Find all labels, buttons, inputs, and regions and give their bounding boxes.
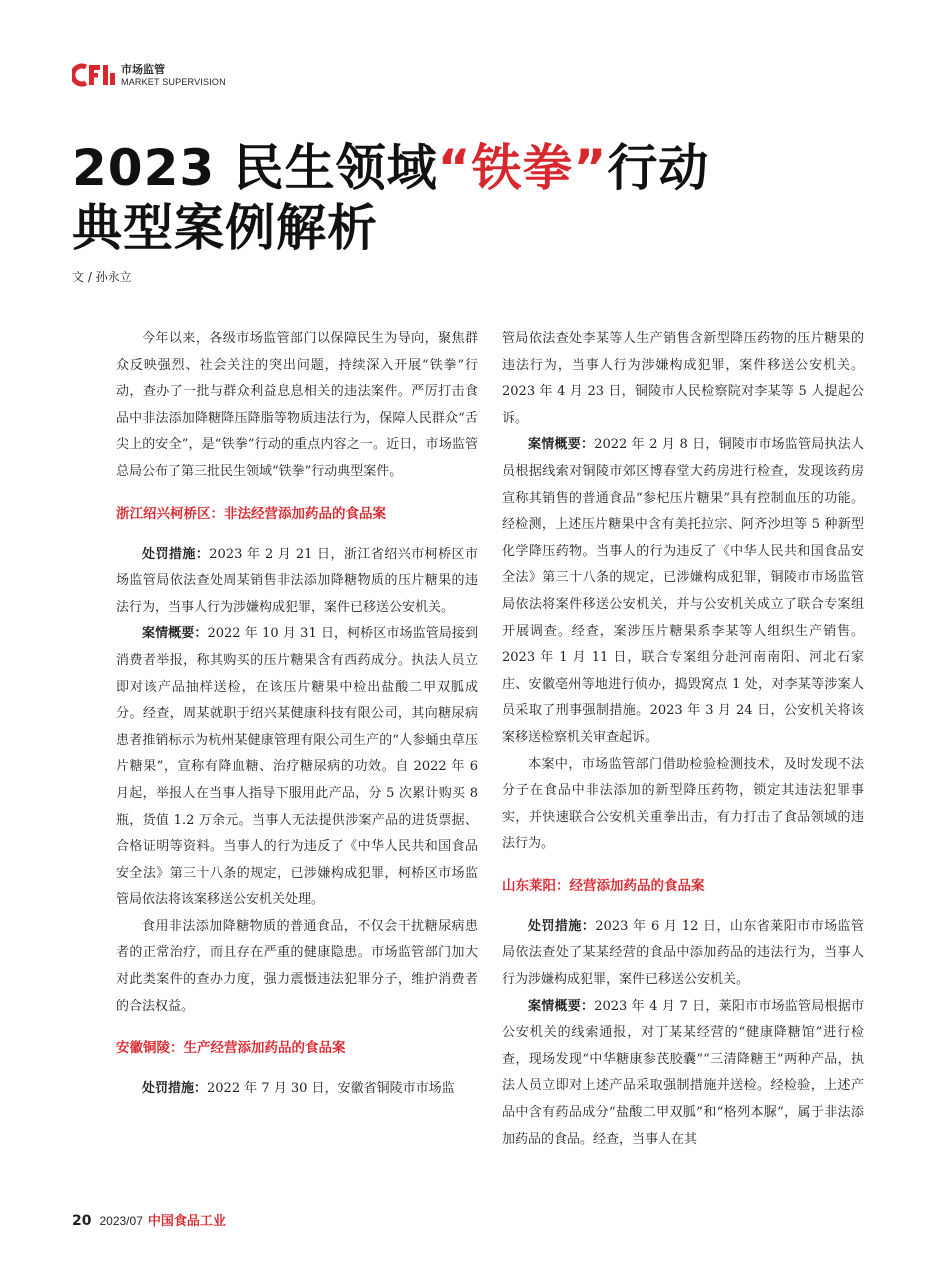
- issue-date: 2023/07: [99, 1214, 143, 1228]
- case2-measure-label: 处罚措施：: [142, 1081, 208, 1097]
- title-line1-highlight: “铁拳”: [437, 139, 608, 197]
- case3-measure-paragraph: [502, 914, 864, 994]
- case1-measure-paragraph: [116, 542, 478, 622]
- case2-measure-paragraph-start: [116, 1076, 478, 1103]
- case3-heading: 山东莱阳：经营添加药品的食品案: [502, 877, 705, 894]
- title-line1-post: 行动: [607, 139, 710, 197]
- case1-comment-paragraph: 食用非法添加降糖物质的普通食品，不仅会干扰糖尿病患者的正常治疗，而且存在严重的健康隐患。市场监管部门加大对此类案件的查办力度，强力震慑违法犯罪分子，维护消费者的合法权益。: [116, 918, 478, 1014]
- case2-heading: 安徽铜陵：生产经营添加药品的食品案: [116, 1040, 346, 1057]
- case1-measure-label: 处罚措施：: [142, 546, 210, 562]
- author-byline: 文 / 孙永立: [72, 270, 132, 284]
- case1-summary-label: 案情概要：: [142, 626, 208, 642]
- masthead-logo: [72, 60, 226, 90]
- magazine-name: 中国食品工业: [147, 1214, 226, 1229]
- case2-comment-paragraph: 本案中，市场监管部门借助检验检测技术，及时发现不法分子在食品中非法添加的新型降压药物，锁定其违法犯罪事实，并快速联合公安机关重拳出击，有力打击了食品领域的违法行为。: [502, 756, 864, 852]
- case2-measure-text-start: 2022 年 7 月 30 日，安徽省铜陵市市场监: [207, 1081, 455, 1097]
- case2-summary-label: 案情概要：: [528, 437, 595, 453]
- case3-measure-text: 2023 年 6 月 12 日，山东省莱阳市市场监管局依法查处了某某经营的食品中添加药品的违法行为，当事人行为涉嫌构成犯罪，案件已移送公安机关。: [502, 918, 864, 988]
- case1-heading: 浙江绍兴柯桥区：非法经营添加药品的食品案: [116, 505, 386, 522]
- case3-summary-paragraph: [502, 994, 864, 1154]
- right-column: [502, 326, 864, 1153]
- page-footer: [72, 1210, 226, 1229]
- title-line2: 典型案例解析: [72, 199, 378, 257]
- cfi-logo-icon: [72, 63, 118, 87]
- left-column: [116, 326, 478, 1103]
- case3-summary-label: 案情概要：: [528, 998, 595, 1014]
- case2-measure-paragraph-cont: 管局依法查处李某等人生产销售含新型降压药物的压片糖果的违法行为，当事人行为涉嫌构成犯罪，案件移送公安机关。2023 年 4 月 23 日，铜陵市人民检察院对李某等 5 人提起公诉。: [502, 331, 864, 426]
- intro-paragraph: 今年以来，各级市场监管部门以保障民生为导向，聚焦群众反映强烈、社会关注的突出问题，持续深入开展“铁拳”行动，查办了一批与群众利益息息相关的违法案件。严厉打击食品中非法添加降糖降压降脂等物质违法行为，保障人民群众“舌尖上的安全”，是“铁拳”行动的重点内容之一。近日，市场监管总局公布了第三批民生领域“铁拳”行动典型案件。: [116, 331, 478, 479]
- title-line1-pre: 2023 民生领域: [72, 139, 438, 197]
- page-number: 20: [72, 1213, 92, 1229]
- case3-summary-text: 2023 年 4 月 7 日，莱阳市市场监管局根据市公安机关的线索通报，对丁某某经营的“健康降糖馆”进行检查，现场发现“中华糖康参芪胶囊”“三清降糖王”两种产品，执法人员立即对上述产品采取强制措施并送检。经检验，上述产品中含有药品成分“盐酸二甲双胍”和“格列本脲”，属于非法添加药品的食品。经查，当事人在其: [502, 998, 864, 1147]
- section-name-en: MARKET SUPERVISION: [121, 76, 226, 87]
- section-name: 市场监管: [121, 62, 165, 76]
- case3-measure-label: 处罚措施：: [528, 918, 596, 934]
- case2-summary-paragraph: [502, 432, 864, 751]
- case1-measure-text: 2023 年 2 月 21 日，浙江省绍兴市柯桥区市场监管局依法查处周某销售非法添加降糖物质的压片糖果的违法行为，当事人行为涉嫌构成犯罪，案件已移送公安机关。: [116, 546, 478, 615]
- article-title: [72, 138, 709, 258]
- case1-summary-paragraph: [116, 621, 478, 914]
- case1-summary-text: 2022 年 10 月 31 日，柯桥区市场监管局接到消费者举报，称其购买的压片糖果含有西药成分。执法人员立即对该产品抽样送检，在该压片糖果中检出盐酸二甲双胍成分。经查，周某就职于绍兴某健康科技有限公司，其向糖尿病患者推销标示为杭州某健康管理有限公司生产的“人参蛹虫草压片糖果”，宣称有降血糖、治疗糖尿病的功效。自 2022 年 6 月起，举报人在当事人指导下服用此产品，分 5 次累计购买 8 瓶，货值 1.2 万余元。当事人无法提供涉案产品的进货票据、合格证明等资料。当事人的行为违反了《中华人民共和国食品安全法》第三十八条的规定，已涉嫌构成犯罪，柯桥区市场监管局依法将该案移送公安机关处理。: [116, 626, 478, 908]
- case2-summary-text: 2022 年 2 月 8 日，铜陵市市场监管局执法人员根据线索对铜陵市郊区博春堂大药房进行检查，发现该药房宣称其销售的普通食品“参杞压片糖果”具有控制血压的功能。经检测，上述压片糖果中含有美托拉宗、阿齐沙坦等 5 种新型化学降压药物。当事人的行为违反了《中华人民共和国食品安全法》第三十八条的规定，已涉嫌构成犯罪，铜陵市市场监管局依法将案件移送公安机关，并与公安机关成立了联合专案组开展调查。经查，案涉压片糖果系李某等人组织生产销售。2023 年 1 月 11 日，联合专案组分赴河南南阳、河北石家庄、安徽亳州等地进行侦办，捣毁窝点 1 处，对李某等涉案人员采取了刑事强制措施。2023 年 3 月 24 日，公安机关将该案移送检察机关审查起诉。: [502, 437, 864, 745]
